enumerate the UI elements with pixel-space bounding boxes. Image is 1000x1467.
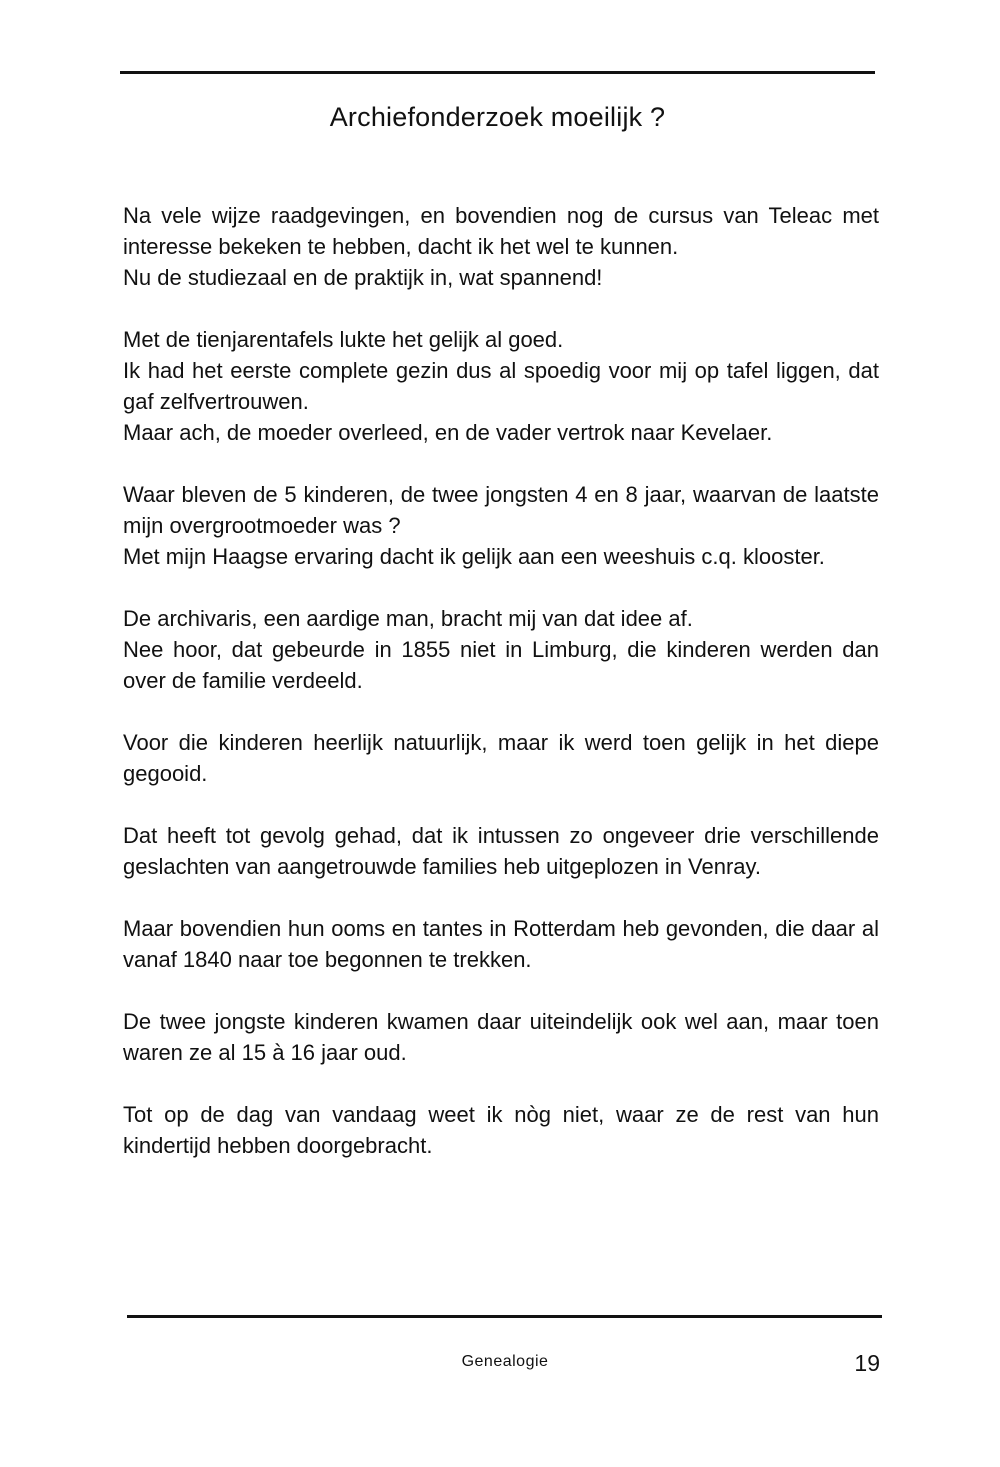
paragraph-9 [123,1099,879,1161]
article-body [123,200,879,1192]
paragraph-6 [123,820,879,882]
paragraph-line: De twee jongste kinderen kwamen daar uiteindelijk ook wel aan, maar toen waren ze al 15 à 16 jaar oud. [123,1009,879,1065]
paragraph-line: Nee hoor, dat gebeurde in 1855 niet in Limburg, die kinderen werden dan over de familie verdeeld. [123,637,879,693]
top-rule [120,71,875,74]
page-title: Archiefonderzoek moeilijk ? [329,102,666,132]
paragraph-line: Na vele wijze raadgevingen, en bovendien nog de cursus van Teleac met interesse bekeken te hebben, dacht ik het wel te kunnen. [123,203,879,259]
paragraph-line: Ik had het eerste complete gezin dus al spoedig voor mij op tafel liggen, dat gaf zelfvertrouwen. [123,358,879,414]
paragraph-line: De archivaris, een aardige man, bracht mij van dat idee af. [123,606,693,631]
paragraph-3 [123,479,879,572]
paragraph-8 [123,1006,879,1068]
bottom-rule [127,1315,882,1318]
page-number: 19 [854,1350,880,1376]
paragraph-line: Nu de studiezaal en de praktijk in, wat spannend! [123,265,603,290]
paragraph-line: Dat heeft tot gevolg gehad, dat ik intussen zo ongeveer drie verschillende geslachten van aangetrouwde families heb uitgeplozen in Venray. [123,823,879,879]
paragraph-line: Waar bleven de 5 kinderen, de twee jongsten 4 en 8 jaar, waarvan de laatste mijn overgrootmoeder was ? [123,482,879,538]
paragraph-line: Tot op de dag van vandaag weet ik nòg niet, waar ze de rest van hun kindertijd hebben doorgebracht. [123,1102,879,1158]
paragraph-line: Maar ach, de moeder overleed, en de vader vertrok naar Kevelaer. [123,420,773,445]
paragraph-line: Met mijn Haagse ervaring dacht ik gelijk aan een weeshuis c.q. klooster. [123,544,825,569]
paragraph-line: Met de tienjarentafels lukte het gelijk al goed. [123,327,564,352]
footer-label: Genealogie [461,1353,549,1370]
paragraph-line: Voor die kinderen heerlijk natuurlijk, maar ik werd toen gelijk in het diepe gegooid. [123,730,879,786]
paragraph-4 [123,603,879,696]
paragraph-5 [123,727,879,789]
paragraph-line: Maar bovendien hun ooms en tantes in Rotterdam heb gevonden, die daar al vanaf 1840 naar toe begonnen te trekken. [123,916,879,972]
paragraph-1 [123,200,879,293]
paragraph-2 [123,324,879,448]
paragraph-7 [123,913,879,975]
